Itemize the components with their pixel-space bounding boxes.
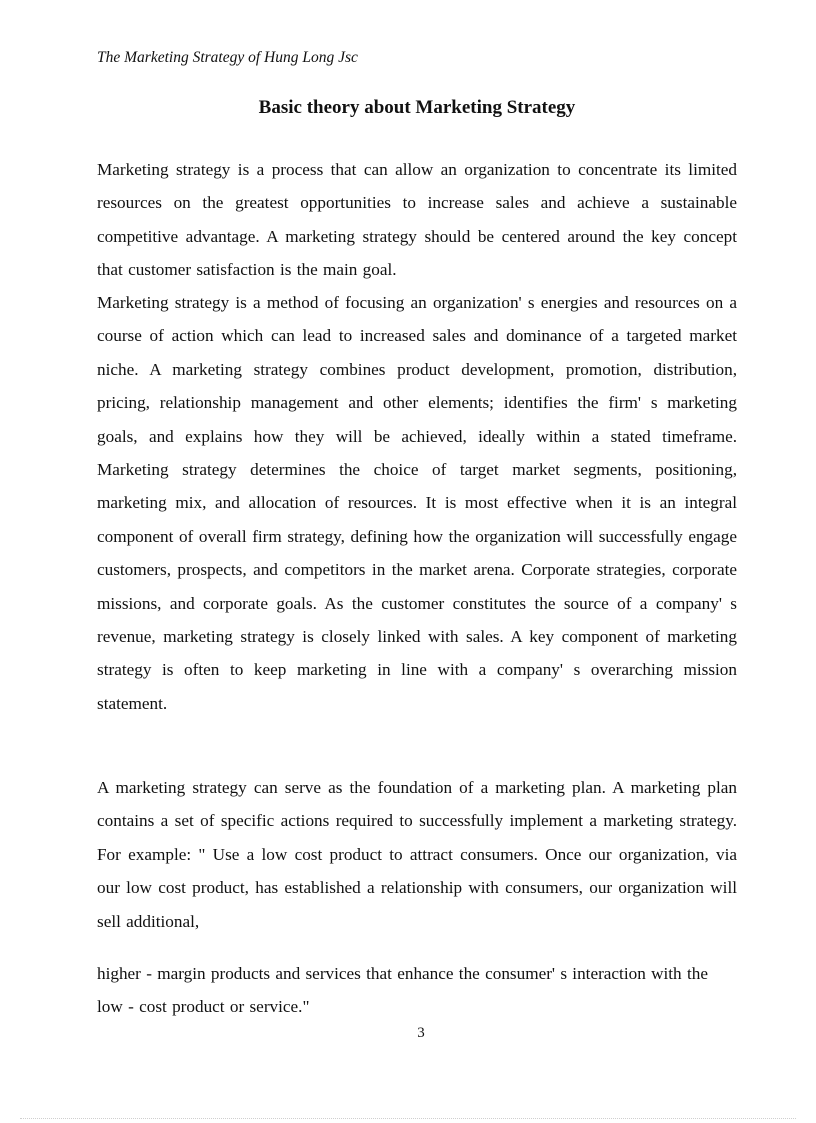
paragraph-2: Marketing strategy is a method of focusing an organization' s energies and resources on a course of action which can lead to increased sales and dominance of a targeted market niche. A marketing strategy combines product development, promotion, distribution, pricing, relationship management and other elements; identifies the firm' s marketing goals, and explains how they will be achieved, ideally within a stated timeframe. Marketing strategy determines the choice of target market segments, positioning, marketing mix, and allocation of resources. It is most effective when it is an integral component of overall firm strategy, defining how the organization will successfully engage customers, prospects, and competitors in the market arena. Corporate strategies, corporate missions, and corporate goals. As the customer constitutes the source of a company' s revenue, marketing strategy is closely linked with sales. A key component of marketing strategy is often to keep marketing in line with a company' s overarching mission statement. <box>97 293 737 713</box>
page-title: Basic theory about Marketing Strategy <box>258 97 576 118</box>
paragraph-1: Marketing strategy is a process that can allow an organization to concentrate its limited resources on the greatest opportunities to increase sales and achieve a sustainable competitive advantage. A marketing strategy should be centered around the key concept that customer satisfaction is the main goal. <box>97 160 737 280</box>
running-header: The Marketing Strategy of Hung Long Jsc <box>97 49 358 66</box>
page-bottom-divider <box>20 1118 796 1119</box>
page-number: 3 <box>417 1025 425 1041</box>
paragraph-4: higher - margin products and services that enhance the consumer' s interaction with the low - cost product or service." <box>97 964 708 1017</box>
paragraph-3: A marketing strategy can serve as the foundation of a marketing plan. A marketing plan contains a set of specific actions required to successfully implement a marketing strategy. For example: " Use a low cost product to attract consumers. Once our organization, via our low cost product, has established a relationship with consumers, our organization will sell additional, <box>97 778 737 931</box>
